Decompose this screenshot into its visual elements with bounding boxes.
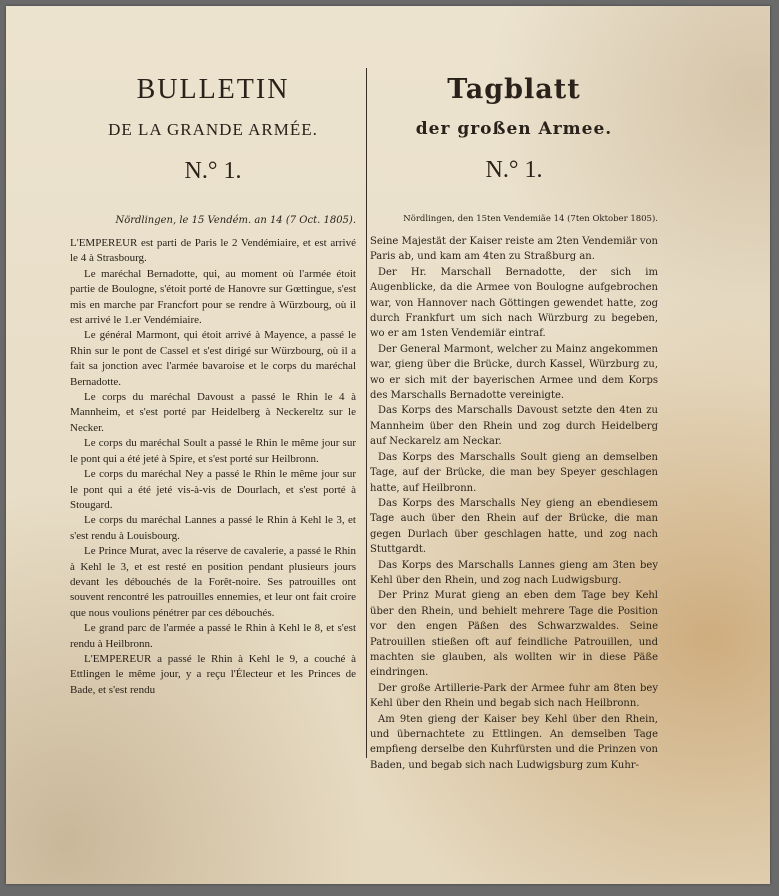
german-paragraph: Am 9ten gieng der Kaiser bey Kehl über den Rhein, und übernachtete zu Ettlingen. An demselben Tage empfieng derselbe den Kuhrfürsten und die Prinzen von Baden, und begab sich nach Ludwigsburg zum Kuhr-: [370, 713, 658, 771]
newspaper-page: [6, 6, 770, 884]
german-paragraph: Das Korps des Marschalls Lannes gieng am 3ten bey Kehl über den Rhein, und zog nach Ludwigsburg.: [370, 559, 658, 586]
german-paragraph: Seine Majestät der Kaiser reiste am 2ten Vendemiär von Paris ab, und kam am 4ten zu Straßburg an.: [370, 236, 658, 263]
german-paragraph: Der große Artillerie-Park der Armee fuhr am 8ten bey Kehl über den Rhein und begab sich nach Heilbronn.: [370, 682, 658, 710]
german-title: Tagblatt: [447, 74, 581, 105]
french-paragraph: Le grand parc de l'armée a passé le Rhin à Kehl le 8, et s'est rendu à Heilbronn.: [70, 622, 356, 650]
german-paragraph: Das Korps des Marschalls Ney gieng an ebendiesem Tage auch über den Rhein auf der Brücke, die man gegen Durlach über geschlagen hatte, und zog nach Stuttgardt.: [370, 497, 658, 556]
german-issue-number: N.° 1.: [485, 157, 543, 183]
french-column: [70, 66, 356, 844]
french-paragraph: Le corps du maréchal Soult a passé le Rhin le même jour sur le pont qui a été jeté à Spire, et s'est porté sur Heilbronn.: [70, 437, 356, 465]
french-paragraph: L'EMPEREUR a passé le Rhin à Kehl le 9, a couché à Ettlingen le même jour, y a reçu l'Électeur et les Princes de Bade, et s'est rendu: [70, 652, 356, 696]
german-column: [370, 66, 658, 844]
german-paragraph: Der General Marmont, welcher zu Mainz angekommen war, gieng über die Brücke, durch Kassel, Würzburg zu, wo er sich mit der bayerischen Armee und dem Korps des Marschalls Bernadotte vereinigte.: [370, 343, 658, 402]
french-title: BULLETIN: [136, 74, 290, 105]
german-paragraph: Das Korps des Marschalls Davoust setzte den 4ten zu Mannheim über den Rhein und zog durch Heidelberg auf Neckarelz am Neckar.: [370, 405, 658, 448]
french-issue-number: N.° 1.: [184, 158, 242, 184]
german-subtitle: der großen Armee.: [415, 119, 613, 139]
french-paragraph: Le corps du maréchal Lannes a passé le Rhin à Kehl le 3, et s'est rendu à Louisbourg.: [70, 514, 356, 542]
french-dateline: Nördlingen, le 15 Vendém. an 14 (7 Oct. 1805).: [115, 215, 356, 226]
german-paragraph: Das Korps des Marschalls Soult gieng an demselben Tage, auf der Brücke, die man bey Speyer geschlagen hatte, auf Heilbronn.: [370, 451, 658, 494]
french-body: [70, 236, 356, 698]
german-paragraph: Der Prinz Murat gieng an eben dem Tage bey Kehl über den Rhein, und behielt mehrere Tage die Position vor den engen Päßen des Schwarzwaldes. Seine Patrouillen stießen oft auf feindliche Patrouillen, und machten sie glauben, als wollten wir in diese Päße eindringen.: [370, 590, 658, 679]
french-subtitle: DE LA GRANDE ARMÉE.: [108, 120, 318, 139]
german-dateline: Nördlingen, den 15ten Vendemiäe 14 (7ten Oktober 1805).: [403, 214, 658, 224]
french-paragraph: Le général Marmont, qui étoit arrivé à Mayence, a passé le Rhin sur le pont de Cassel et s'est dirigé sur Würzbourg, où il a fait sa jonction avec l'armée bavaroise et le corps du maréchal Bernadotte.: [70, 329, 356, 388]
column-divider: [366, 68, 367, 758]
german-body: [370, 234, 658, 773]
french-paragraph: L'EMPEREUR est parti de Paris le 2 Vendémiaire, et est arrivé le 4 à Strasbourg.: [70, 237, 356, 265]
german-paragraph: Der Hr. Marschall Bernadotte, der sich im Augenblicke, da die Armee von Boulogne aufgebrochen war, von Hannover nach Göttingen gewendet hatte, zog durch Frankfurt um sich nach Würzburg zu begeben, wo er am 1sten Vendemiär eintraf.: [370, 266, 658, 340]
french-paragraph: Le Prince Murat, avec la réserve de cavalerie, a passé le Rhin à Kehl le 3, et est resté en position pendant plusieurs jours devant les débouchés de la Forêt-noire. Ses patrouilles ont souvent rencontré les patrouilles ennemies, et leur ont fait croire que nous voulions pénétrer par ces débouchés.: [70, 545, 356, 619]
french-paragraph: Le corps du maréchal Ney a passé le Rhin le même jour sur le pont qui a été jeté vis-à-vis de Dourlach, et s'est porté à Stougard.: [70, 468, 356, 511]
french-paragraph: Le corps du maréchal Davoust a passé le Rhin le 4 à Mannheim, et s'est porté par Heidelberg à Neckereltz sur le Necker.: [70, 391, 356, 434]
french-paragraph: Le maréchal Bernadotte, qui, au moment où l'armée étoit partie de Boulogne, s'étoit porté de Hanovre sur Gœttingue, s'est mis en marche par Francfort pour se rendre à Würzbourg, où il est arrivé le 1.er Vendémiaire.: [70, 267, 356, 327]
